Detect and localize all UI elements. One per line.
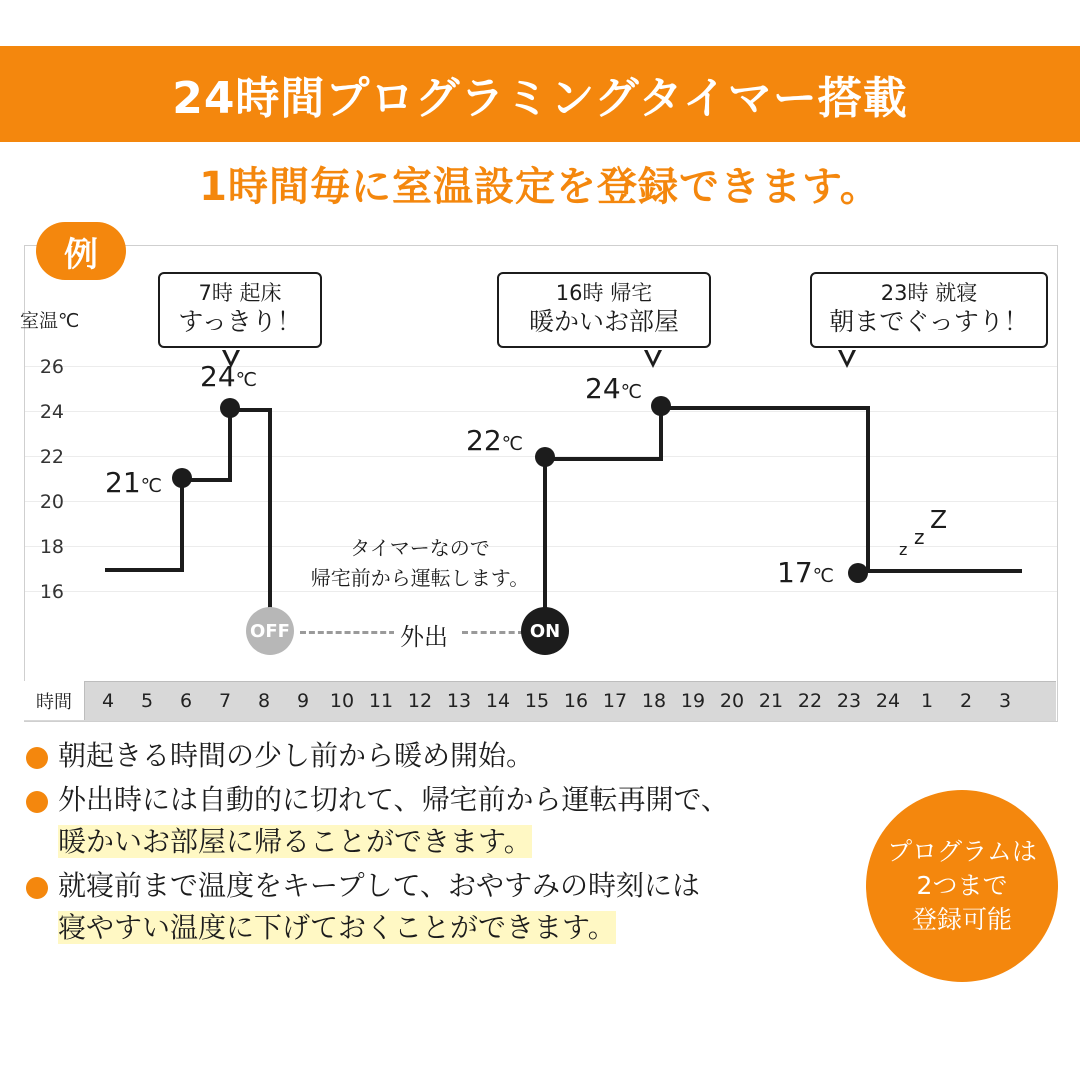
bullet-3-line-1: 就寝前まで温度をキープして、おやすみの時刻には bbox=[58, 869, 701, 902]
callout-sleep-tail bbox=[838, 350, 856, 368]
line-seg-rise-21 bbox=[180, 478, 184, 572]
bullet-text-3 bbox=[58, 865, 700, 949]
data-point-21 bbox=[172, 468, 192, 488]
timer-annotation-line2: 帰宅前から運転します。 bbox=[310, 566, 530, 590]
program-limit-line1: プログラムは bbox=[887, 837, 1037, 867]
x-tick-14: 14 bbox=[485, 689, 511, 712]
bullet-text-2 bbox=[58, 779, 729, 863]
x-tick-6: 6 bbox=[179, 689, 193, 712]
x-tick-8: 8 bbox=[257, 689, 271, 712]
x-tick-20: 20 bbox=[719, 689, 745, 712]
sleep-mark-3: Z bbox=[930, 505, 948, 534]
callout-home-line2: 暖かいお部屋 bbox=[528, 307, 679, 337]
point-label-22 bbox=[466, 424, 523, 457]
x-axis-title: 時間 bbox=[24, 681, 85, 720]
callout-wakeup-tail bbox=[222, 350, 240, 368]
x-tick-17: 17 bbox=[602, 689, 628, 712]
bullet-2-line-1: 外出時には自動的に切れて、帰宅前から運転再開で、 bbox=[58, 783, 729, 816]
point-label-24e-unit: ℃ bbox=[620, 381, 642, 403]
page-subtitle: 1時間毎に室温設定を登録できます。 bbox=[199, 164, 881, 210]
callout-sleep bbox=[810, 272, 1048, 348]
status-badge-on: ON bbox=[521, 607, 569, 655]
x-tick-2: 2 bbox=[959, 689, 973, 712]
gridline-24 bbox=[25, 411, 1057, 412]
x-tick-7: 7 bbox=[218, 689, 232, 712]
line-seg-22-flat bbox=[543, 457, 663, 461]
x-tick-21: 21 bbox=[758, 689, 784, 712]
program-limit-line2: 2つまで bbox=[916, 871, 1008, 901]
x-tick-24: 24 bbox=[875, 689, 901, 712]
bullet-dot-icon bbox=[26, 791, 48, 813]
data-point-22 bbox=[535, 447, 555, 467]
sleep-mark-1: z bbox=[899, 540, 908, 559]
x-tick-9: 9 bbox=[296, 689, 310, 712]
y-axis-title: 室温℃ bbox=[20, 310, 80, 332]
x-tick-11: 11 bbox=[368, 689, 394, 712]
x-tick-19: 19 bbox=[680, 689, 706, 712]
point-label-21-value: 21 bbox=[105, 466, 141, 499]
list-item bbox=[26, 779, 886, 863]
line-seg-drop-17 bbox=[866, 406, 870, 573]
y-tick-20: 20 bbox=[39, 491, 64, 513]
x-tick-22: 22 bbox=[797, 689, 823, 712]
x-tick-23: 23 bbox=[836, 689, 862, 712]
y-tick-16: 16 bbox=[39, 581, 64, 603]
y-tick-24: 24 bbox=[39, 401, 64, 423]
bullet-list bbox=[26, 735, 886, 951]
bullet-1-line-1: 朝起きる時間の少し前から暖め開始。 bbox=[58, 739, 535, 772]
point-label-24e-value: 24 bbox=[585, 372, 621, 405]
callout-home bbox=[497, 272, 711, 348]
list-item bbox=[26, 865, 886, 949]
callout-home-tail bbox=[644, 350, 662, 368]
list-item bbox=[26, 735, 886, 777]
data-point-24-morning bbox=[220, 398, 240, 418]
line-seg-24-flat-evening bbox=[659, 406, 870, 410]
line-seg-drop-off bbox=[268, 408, 272, 610]
point-label-21-unit: ℃ bbox=[140, 475, 162, 497]
x-tick-3: 3 bbox=[998, 689, 1012, 712]
line-seg-17-night bbox=[866, 569, 1022, 573]
point-label-17 bbox=[777, 556, 834, 589]
point-label-24-evening bbox=[585, 372, 642, 405]
sleep-mark-2: z bbox=[914, 525, 925, 549]
point-label-22-unit: ℃ bbox=[501, 433, 523, 455]
timer-annotation-line1: タイマーなので bbox=[350, 536, 490, 560]
timer-annotation bbox=[290, 533, 550, 593]
away-label: 外出 bbox=[394, 617, 454, 652]
callout-sleep-line2: 朝までぐっすり！ bbox=[829, 307, 1029, 337]
gridline-26 bbox=[25, 366, 1057, 367]
page-title: 24時間プログラミングタイマー搭載 bbox=[172, 73, 908, 124]
x-tick-16: 16 bbox=[563, 689, 589, 712]
y-tick-22: 22 bbox=[39, 446, 64, 468]
callout-sleep-line1: 23時 就寝 bbox=[880, 281, 978, 305]
line-seg-17-start bbox=[105, 568, 183, 572]
x-tick-1: 1 bbox=[920, 689, 934, 712]
line-seg-rise-24 bbox=[228, 408, 232, 482]
program-limit-badge bbox=[866, 790, 1058, 982]
point-label-17-value: 17 bbox=[777, 556, 813, 589]
bullet-3-line-2: 寝やすい温度に下げておくことができます。 bbox=[58, 911, 616, 944]
callout-home-line1: 16時 帰宅 bbox=[555, 281, 653, 305]
x-tick-4: 4 bbox=[101, 689, 115, 712]
away-dash-right bbox=[462, 631, 524, 634]
data-point-17 bbox=[848, 563, 868, 583]
x-tick-10: 10 bbox=[329, 689, 355, 712]
example-badge: 例 bbox=[36, 222, 126, 280]
x-tick-13: 13 bbox=[446, 689, 472, 712]
bullet-dot-icon bbox=[26, 877, 48, 899]
point-label-21 bbox=[105, 466, 162, 499]
x-tick-15: 15 bbox=[524, 689, 550, 712]
program-limit-line3: 登録可能 bbox=[911, 904, 1012, 934]
x-tick-12: 12 bbox=[407, 689, 433, 712]
callout-wakeup bbox=[158, 272, 322, 348]
callout-wakeup-line2: すっきり！ bbox=[178, 307, 302, 337]
data-point-24-evening bbox=[651, 396, 671, 416]
status-badge-off: OFF bbox=[246, 607, 294, 655]
away-dash-left bbox=[300, 631, 404, 634]
y-tick-26: 26 bbox=[39, 356, 64, 378]
x-tick-18: 18 bbox=[641, 689, 667, 712]
point-label-24m-unit: ℃ bbox=[235, 369, 257, 391]
callout-wakeup-line1: 7時 起床 bbox=[198, 281, 282, 305]
point-label-17-unit: ℃ bbox=[812, 565, 834, 587]
point-label-22-value: 22 bbox=[466, 424, 502, 457]
bullet-dot-icon bbox=[26, 747, 48, 769]
bullet-2-line-2: 暖かいお部屋に帰ることができます。 bbox=[58, 825, 532, 858]
point-label-24m-value: 24 bbox=[200, 360, 236, 393]
y-tick-18: 18 bbox=[39, 536, 64, 558]
bullet-text-1 bbox=[58, 735, 534, 777]
x-tick-5: 5 bbox=[140, 689, 154, 712]
